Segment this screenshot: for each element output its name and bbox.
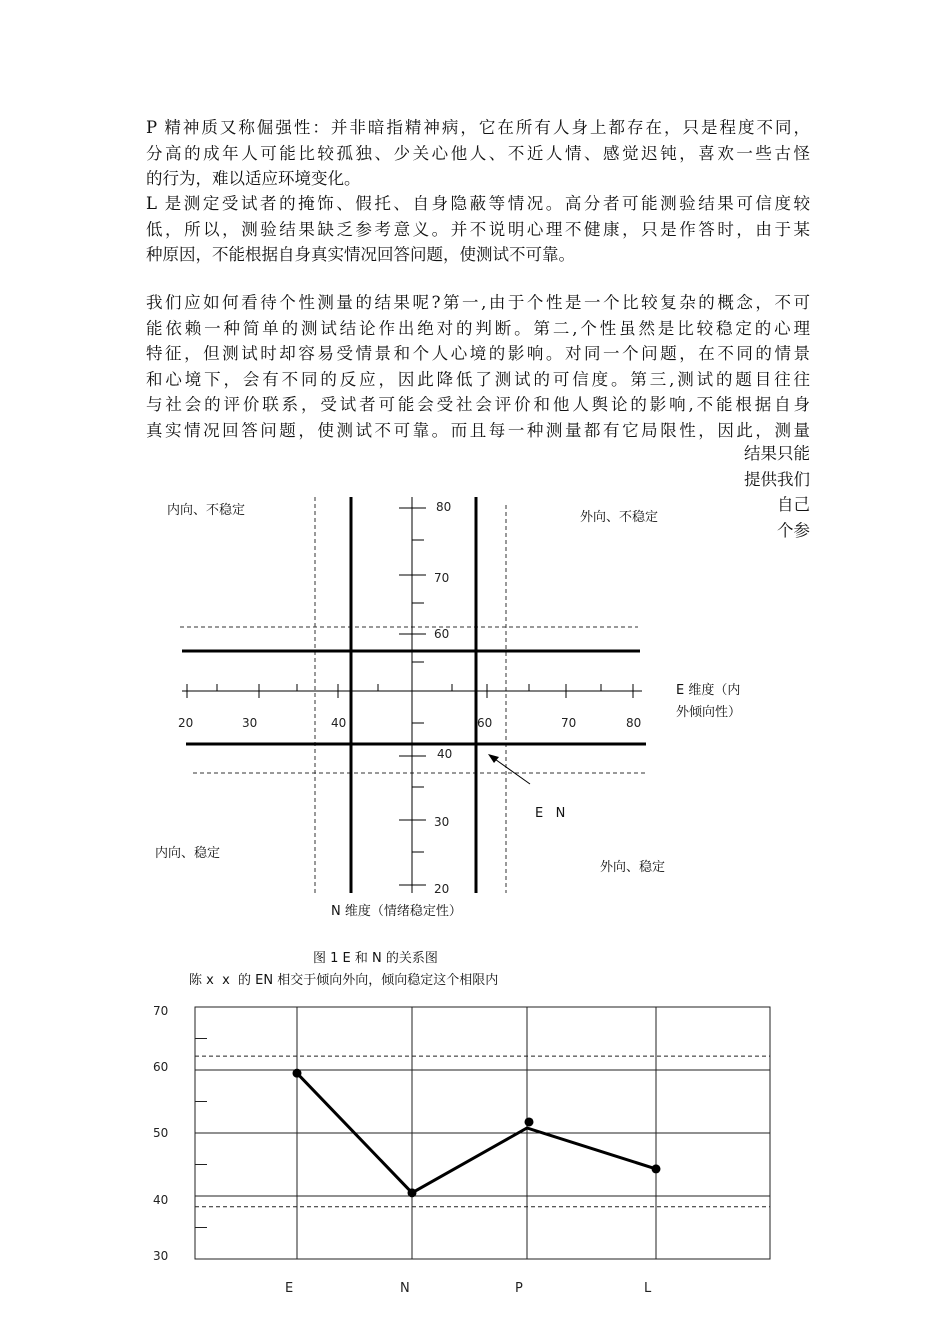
paragraph-l (146, 191, 810, 268)
n-axis-label: N 维度（情绪稳定性） (331, 904, 462, 919)
x-tick-label: P (515, 1281, 523, 1296)
text-line: L 是测定受试者的掩饰、假托、自身隐蔽等情况。高分者可能测验结果可信度较 (146, 194, 810, 213)
e-axis-label: 外倾向性） (676, 705, 742, 720)
y-tick-label: 40 (437, 747, 453, 761)
data-point (652, 1164, 661, 1173)
score-line-chart (0, 1000, 950, 1300)
x-tick-label: 70 (561, 716, 577, 730)
y-tick-label: 60 (153, 1060, 169, 1074)
y-tick-label: 20 (434, 882, 450, 896)
paragraph-p (146, 115, 810, 192)
figure-caption: 图 1 E 和 N 的关系图 (313, 951, 438, 966)
y-tick-label: 60 (434, 627, 450, 641)
paragraph-question (146, 290, 810, 443)
quadrant-label-bottom-left: 内向、稳定 (155, 846, 221, 861)
text-line: 与社会的评价联系，受试者可能会受社会评价和他人舆论的影响,不能根据自身 (146, 395, 810, 414)
y-tick-label: 50 (153, 1126, 169, 1140)
y-tick-label: 40 (153, 1193, 169, 1207)
x-tick-label: N (400, 1281, 410, 1296)
y-tick-label: 80 (436, 500, 452, 514)
quadrant-label-top-left: 内向、不稳定 (167, 503, 246, 518)
text-line: 和心境下，会有不同的反应，因此降低了测试的可信度。第三,测试的题目往往 (146, 369, 810, 389)
data-point (293, 1069, 302, 1078)
x-tick-label: 20 (178, 716, 194, 730)
text-line: 提供我们 (744, 469, 810, 489)
quadrant-label-bottom-right: 外向、稳定 (600, 860, 666, 875)
y-tick-label: 30 (153, 1249, 169, 1263)
pointer-label: E N (535, 806, 566, 821)
x-tick-label: 80 (626, 716, 642, 730)
text-line: 特征，但测试时却容易受情景和个人心境的影响。对同一个问题，在不同的情景 (146, 344, 810, 363)
x-tick-label: 40 (331, 716, 347, 730)
data-point (525, 1117, 534, 1126)
arrowhead-icon (488, 754, 499, 763)
y-tick-label: 70 (434, 571, 450, 585)
x-tick-label: 30 (242, 716, 258, 730)
text-line: 的行为，难以适应环境变化。 (146, 169, 361, 188)
x-tick-label: E (285, 1281, 294, 1296)
text-line: 能依赖一种简单的测试结论作出绝对的判断。第二,个性虽然是比较稳定的心理 (146, 318, 810, 338)
text-line: 种原因，不能根据自身真实情况回答问题，使测试不可靠。 (146, 245, 575, 264)
text-line: 分高的成年人可能比较孤独、少关心他人、不近人情、感觉迟钝，喜欢一些古怪 (146, 143, 810, 163)
en-quadrant-diagram (0, 480, 950, 940)
x-tick-label: 60 (477, 716, 493, 730)
text-line: 真实情况回答问题，使测试不可靠。而且每一种测量都有它局限性，因此，测量 (146, 420, 810, 440)
e-axis-label: E 维度（内 (676, 683, 741, 698)
y-tick-label: 30 (434, 815, 450, 829)
x-tick-label: L (644, 1281, 652, 1296)
text-line: 我们应如何看待个性测量的结果呢?第一,由于个性是一个比较复杂的概念，不可 (146, 293, 810, 312)
quadrant-label-top-right: 外向、不稳定 (580, 510, 659, 525)
text-line: 自己 (777, 495, 810, 514)
pointer-arrow (492, 757, 530, 784)
figure-note: 陈 x x 的 EN 相交于倾向外向，倾向稳定这个相限内 (189, 973, 499, 988)
text-line: 低，所以，测验结果缺乏参考意义。并不说明心理不健康，只是作答时，由于某 (146, 219, 810, 239)
y-tick-label: 70 (153, 1004, 169, 1018)
data-point (408, 1188, 417, 1197)
text-line: 个参 (777, 520, 810, 540)
text-line: 结果只能 (744, 444, 810, 463)
text-line: P 精神质又称倔强性：并非暗指精神病，它在所有人身上都存在，只是程度不同， (146, 118, 810, 137)
